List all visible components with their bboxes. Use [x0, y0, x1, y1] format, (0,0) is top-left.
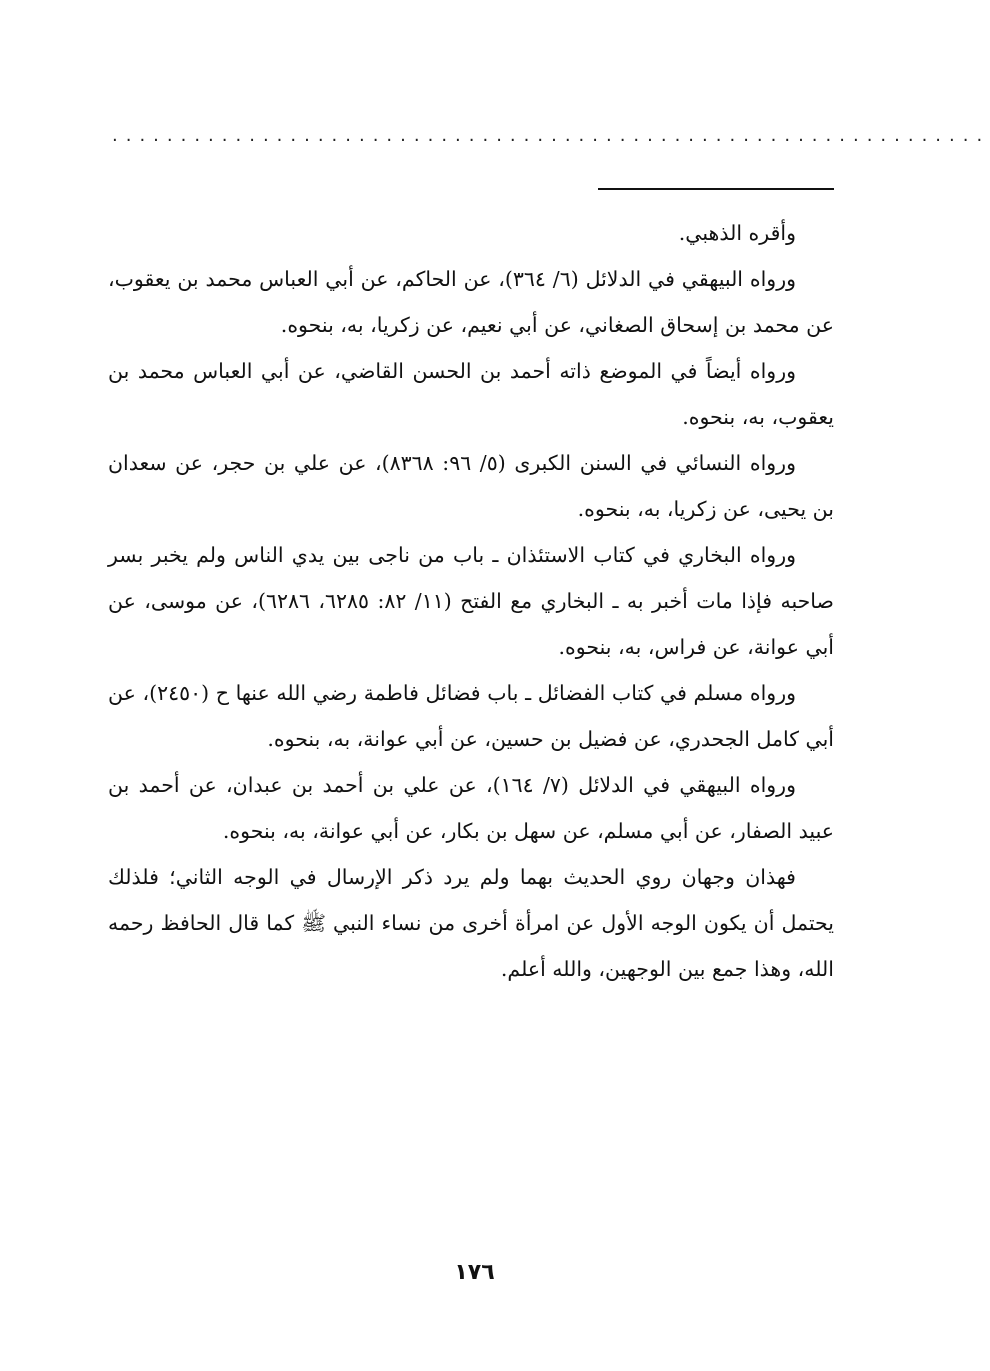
dotted-separator: ................................................................ — [112, 125, 990, 146]
paragraph-6: ورواه مسلم في كتاب الفضائل ـ باب فضائل فاطمة رضي الله عنها ح (٢٤٥٠)، عن أبي كامل الجحدري، عن فضيل بن حسين، عن أبي عوانة، به، بنحوه. — [108, 681, 834, 751]
paragraph-8: فهذان وجهان روي الحديث بهما ولم يرد ذكر الإرسال في الوجه الثاني؛ فلذلك يحتمل أن يكون الوجه الأول عن امرأة أخرى من نساء النبي ﷺ كما قال الحافظ رحمه الله، وهذا جمع بين الوجهين، والله أعلم. — [108, 865, 834, 981]
paragraph-5: ورواه البخاري في كتاب الاستئذان ـ باب من ناجى بين يدي الناس ولم يخبر بسر صاحبه فإذا مات أخبر به ـ البخاري مع الفتح (١١/ ٨٢: ٦٢٨٥، ٦٢٨٦)، عن موسى، عن أبي عوانة، عن فراس، به، بنحوه. — [108, 543, 834, 659]
paragraph-3: ورواه أيضاً في الموضع ذاته أحمد بن الحسن القاضي، عن أبي العباس محمد بن يعقوب، به، بنحوه. — [108, 359, 834, 429]
page-number: ١٧٦ — [454, 1260, 495, 1285]
footnote-text — [108, 210, 834, 992]
paragraph-4: ورواه النسائي في السنن الكبرى (٥/ ٩٦: ٨٣٦٨)، عن علي بن حجر، عن سعدان بن يحيى، عن زكريا، به، بنحوه. — [108, 451, 834, 521]
footnote-rule — [598, 188, 834, 190]
paragraph-2: ورواه البيهقي في الدلائل (٦/ ٣٦٤)، عن الحاكم، عن أبي العباس محمد بن يعقوب، عن محمد بن إسحاق الصغاني، عن أبي نعيم، عن زكريا، به، بنحوه. — [108, 267, 834, 337]
paragraph-1: وأقره الذهبي. — [678, 221, 796, 245]
paragraph-7: ورواه البيهقي في الدلائل (٧/ ١٦٤)، عن علي بن أحمد بن عبدان، عن أحمد بن عبيد الصفار، عن أبي مسلم، عن سهل بن بكار، عن أبي عوانة، به، بنحوه. — [108, 773, 834, 843]
